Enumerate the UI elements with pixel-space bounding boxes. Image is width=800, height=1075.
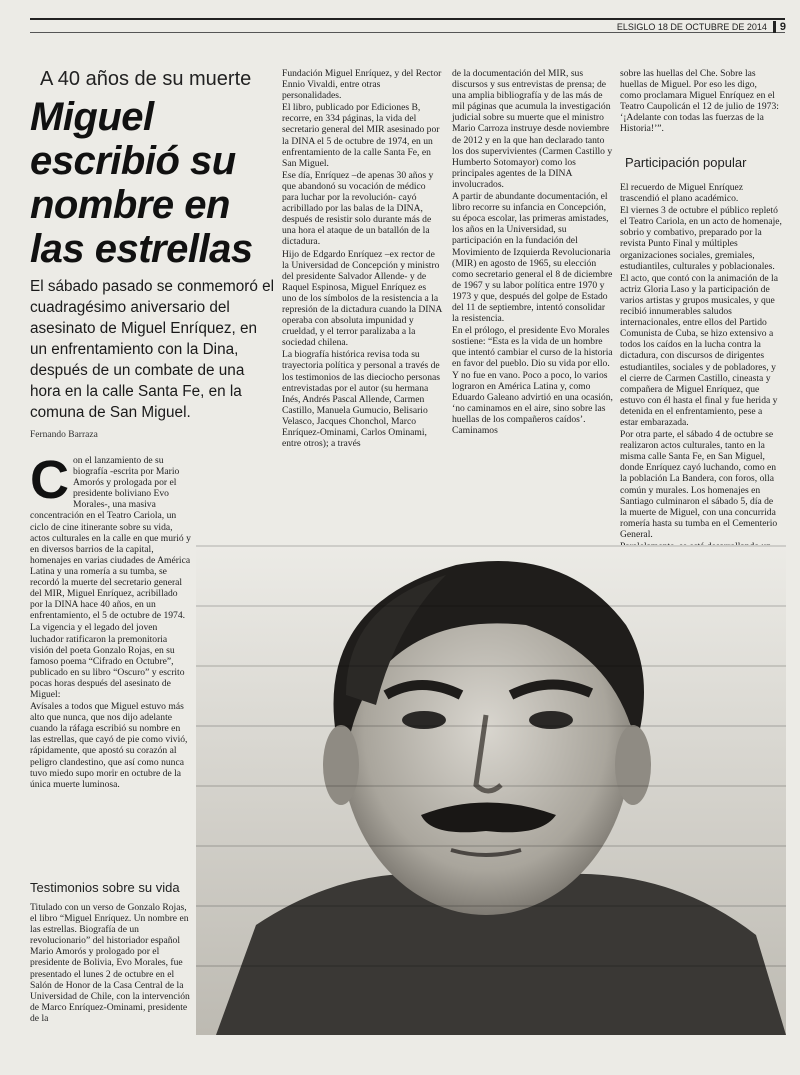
paragraph: Por otra parte, el sábado 4 de octubre se realizaron actos culturales, tanto en la misma calle Santa Fe, en San Miguel, donde Enríquez cayó luchando, como en la población La Bandera, con foros, olla común y murales. Los homenajes en Santiago culminaron el sábado 5, día de la muerte de Miguel, con una concurrida romería hasta su tumba en el Cementerio General. bbox=[620, 429, 778, 540]
column-1-lower bbox=[30, 902, 192, 1025]
paragraph: El acto, que contó con la animación de la actriz Gloria Laso y la participación de varios artistas y grupos musicales, y que recibió innumerables saludos internacionales, entre ellos del Partido Comunista de Cuba, se hizo extensivo a todos los caídos en la lucha contra la dictadura, con discursos de dirigentes estudiantiles, sociales y de pobladores, y el cierre de Carmen Castillo, cineasta y compañera de Miguel Enríquez, que estuvo con él hasta el final y fue herida y detenida en el enfrentamiento, pese a estar embarazada. bbox=[620, 272, 778, 428]
paragraph: La biografía histórica revisa toda su trayectoria política y personal a través de los testimonios de las dieciocho personas entrevistadas por el autor (su hermana Inés, Andrés Pascal Allende, Carmen Castillo, Manuela Gumucio, Belisario Velasco, Jacques Chonchol, Marco Enríquez-Ominami, Carlos Ominami, entre otros); a través bbox=[282, 349, 441, 450]
lede: El sábado pasado se conmemoró el cuadragésimo aniversario del asesinato de Miguel Enríquez, en un enfrentamiento con la Dina, después de un combate de una hora en la calle Santa Fe, en la comuna de San Miguel. bbox=[30, 278, 275, 421]
paragraph: En el prólogo, el presidente Evo Morales sostiene: “Esta es la vida de un hombre que intentó cambiar el curso de la historia en favor del pueblo. Dio su vida por ello. Y no fue en vano. Poco a poco, lo varios lograron en América Latina y, como Eduardo Galeano advirtió en una ocasión, ‘no caminamos en el aire, sino sobre las huellas de los compañeros caídos’. Caminamos bbox=[452, 325, 613, 436]
byline: Fernando Barraza bbox=[30, 430, 98, 440]
paragraph: on el lanzamiento de su biografía -escrita por Mario Amorós y prologada por el presidente boliviano Evo Morales-, una masiva concentración en el Teatro Cariola, un ciclo de cine itinerante sobre su vida, actos culturales en la calle en que murió y en diversos barrios de la capital, homenajes en varias ciudades de América Latina y una romería a su tumba, se recordó la muerte del secretario general del MIR, Miguel Enríquez, acribillado por la DINA hace 40 años, en un enfrentamiento, el 5 de octubre de 1974. bbox=[30, 455, 191, 622]
column-1 bbox=[30, 450, 192, 791]
subhead-participacion: Participación popular bbox=[625, 155, 747, 170]
paragraph: El recuerdo de Miguel Enríquez trascendió el plano académico. bbox=[620, 182, 744, 205]
paragraph: Ese día, Enríquez –de apenas 30 años y que abandonó su vocación de médico para luchar por la revolución- cayó acribillado por las balas de la DINA, después de resistir solo durante más de una hora el ataque de un batallón de la dictadura. bbox=[282, 169, 434, 248]
paragraph: de la documentación del MIR, sus discursos y sus entrevistas de prensa; de una amplia bibliografía y de las más de mil páginas que acumula la investigación judicial sobre su muerte que el ministro Mario Carroza instruye desde noviembre de 2012 y en la que han declarado tanto los dos supervivientes (Carmen Castillo y Humberto Sotomayor) como los principales agentes de la DINA involucrados. bbox=[452, 68, 613, 190]
paragraph: A partir de abundante documentación, el libro recorre su infancia en Concepción, su época escolar, las primeras amistades, los años en la Universidad, su participación en la fundación del Movimiento de Izquierda Revolucionaria (MIR) en agosto de 1965, su elección como secretario general el 8 de diciembre de 1967 y su labor política entre 1970 y 1973 y que, después del golpe de Estado del 11 de septiembre, intentó consolidar la resistencia. bbox=[452, 191, 613, 325]
column-4 bbox=[620, 68, 780, 136]
paragraph: sobre las huellas del Che. Sobre las huellas de Miguel. Por eso les digo, como proclamara Miguel Enríquez en el Teatro Caupolicán el 12 de julio de 1973: ‘¡Adelante con todas las fuerzas de la Historia!’”. bbox=[620, 68, 779, 135]
folio bbox=[617, 20, 786, 33]
paragraph: Hijo de Edgardo Enríquez –ex rector de la Universidad de Concepción y ministro del presidente Salvador Allende- y de Raquel Espinosa, Miguel Enríquez es uno de los símbolos de la resistencia a la represión de la dictadura cuando la DINA operaba con absoluta impunidad y crueldad, y el terror paralizaba a la sociedad chilena. bbox=[282, 248, 442, 349]
paragraph: El libro, publicado por Ediciones B, recorre, en 334 páginas, la vida del secretario general del MIR asesinado por la DINA el 5 de octubre de 1974, en un enfrentamiento de la calle Santa Fe, en San Miguel. bbox=[282, 102, 440, 169]
paragraph: Titulado con un verso de Gonzalo Rojas, el libro “Miguel Enríquez. Un nombre en las estrellas. Biografía de un revolucionario” del historiador español Mario Amorós y prologado por el presidente de Bolivia, Evo Morales, fue presentado el lunes 2 de octubre en el Salón de Honor de la Casa Central de la Universidad de Chile, con la intervención de Marco Enríquez-Ominami, presidente de la bbox=[30, 902, 190, 1024]
paragraph: La vigencia y el legado del joven luchador ratificaron la premonitoria visión del poeta Gonzalo Rojas, en su famoso poema “Cifrado en Octubre”, publicado en su libro “Oscuro” y escrito pocas horas después del asesinato de Miguel: bbox=[30, 622, 185, 700]
headline: Miguel escribió su nombre en las estrellas bbox=[30, 95, 253, 271]
portrait-icon bbox=[196, 545, 786, 1035]
page-number: 9 bbox=[773, 21, 786, 33]
paragraph: Fundación Miguel Enríquez, y del Rector Ennio Vivaldi, entre otras personalidades. bbox=[282, 68, 442, 102]
subhead-testimonios: Testimonios sobre su vida bbox=[30, 880, 180, 895]
poem: Avísales a todos que Miguel estuvo más alto que nunca, que nos dijo adelante cuando la ráfaga escribió su nombre en las estrellas, que cayó de pie como vivió, rápidamente, que apostó su corazón al peligro clandestino, que así como nunca tuvo miedo supo morir en octubre de la única muerte luminosa. bbox=[30, 701, 188, 790]
column-3 bbox=[452, 68, 614, 437]
column-2 bbox=[282, 68, 442, 450]
paragraph: El viernes 3 de octubre el público repletó el Teatro Cariola, en un acto de homenaje, sobrio y combativo, preparado por la revista Punto Final y múltiples organizaciones sociales, gremiales, estudiantiles, culturales y poblacionales. bbox=[620, 205, 782, 272]
folio-date: ELSIGLO 18 DE OCTUBRE DE 2014 bbox=[616, 21, 767, 32]
drop-cap: C bbox=[30, 450, 69, 510]
portrait-photo bbox=[196, 545, 786, 1035]
kicker: A 40 años de su muerte bbox=[40, 68, 252, 90]
